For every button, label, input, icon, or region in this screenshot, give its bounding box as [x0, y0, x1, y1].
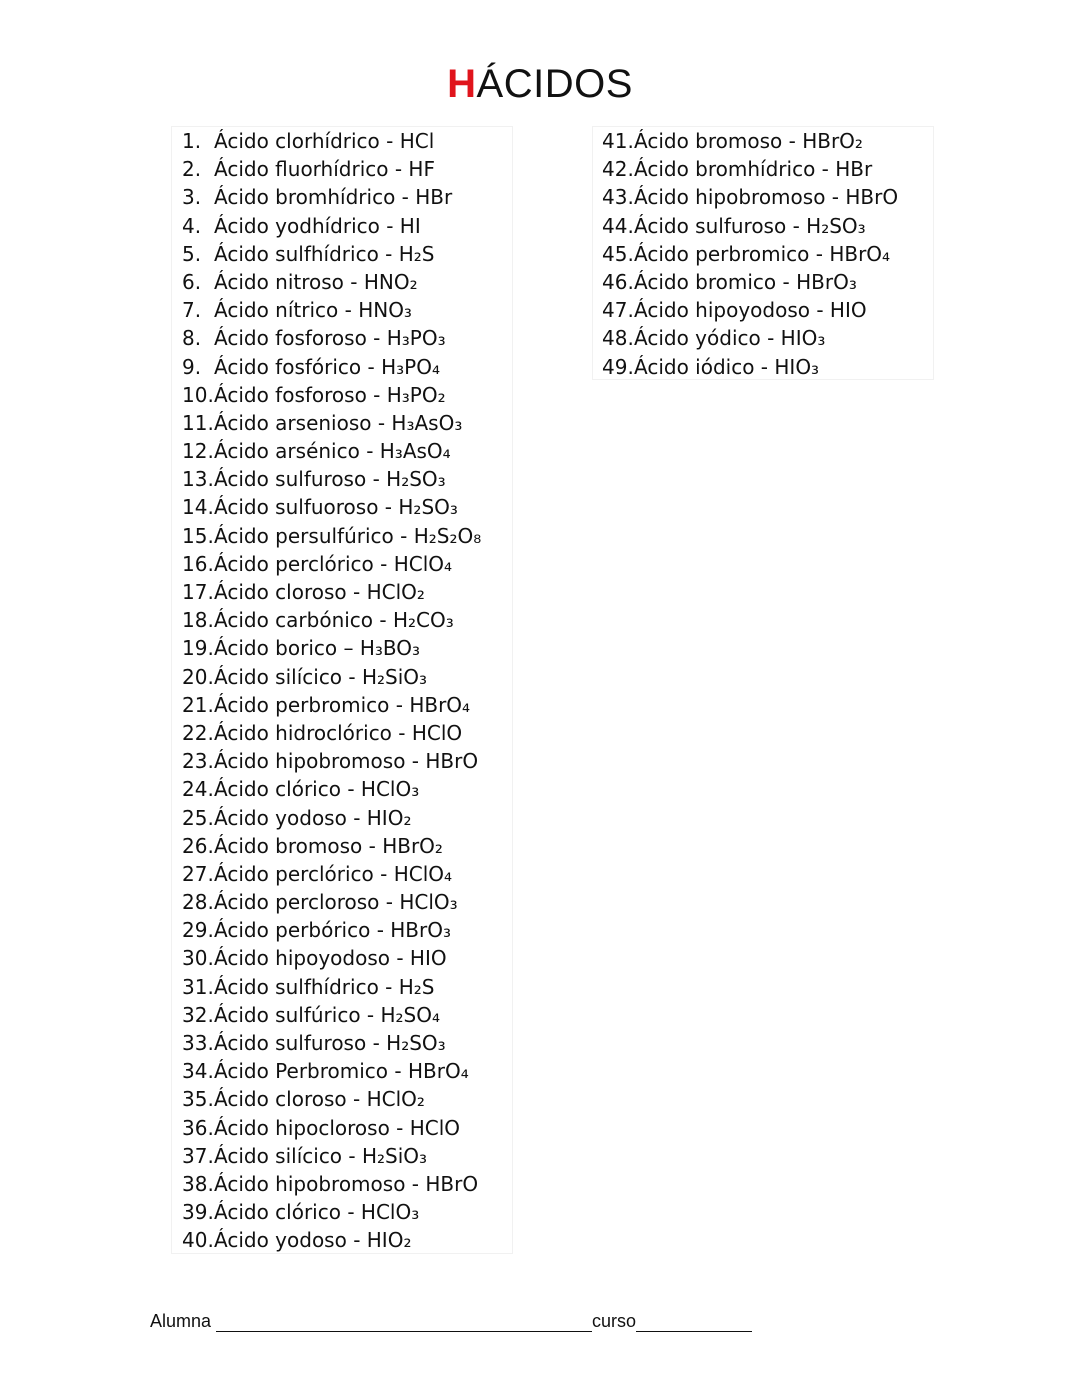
list-item	[593, 324, 933, 352]
list-item	[172, 1114, 512, 1142]
item-number: 34.	[182, 1059, 214, 1084]
list-item	[172, 1198, 512, 1226]
item-text: Ácido hipobromoso - HBrO	[214, 1171, 479, 1196]
list-item	[172, 212, 512, 240]
item-text: Ácido clórico - HClO₃	[214, 777, 420, 802]
item-text: Ácido fosforoso - H₃PO₂	[214, 382, 446, 407]
list-item	[172, 493, 512, 521]
item-text: Ácido iódico - HIO₃	[634, 354, 820, 379]
list-item	[172, 973, 512, 1001]
acid-list-left-column	[171, 126, 513, 1254]
item-text: Ácido cloroso - HClO₂	[214, 580, 425, 604]
title-rest: ÁCIDOS	[476, 62, 633, 106]
item-text: Ácido silícico - H₂SiO₃	[214, 664, 428, 689]
item-text: Ácido perclórico - HClO₄	[214, 861, 453, 886]
acid-list-left	[172, 127, 512, 1255]
list-item	[172, 381, 512, 409]
item-number: 25.	[182, 805, 214, 830]
list-item	[172, 634, 512, 662]
acid-list-right	[593, 127, 933, 381]
item-text: Ácido sulfuoroso - H₂SO₃	[214, 495, 458, 520]
item-text: Ácido hipobromoso - HBrO	[634, 185, 899, 210]
item-text: Ácido sulfuroso - H₂SO₃	[214, 1031, 446, 1055]
item-text: Ácido nítrico - HNO₃	[214, 298, 412, 323]
item-number: 46.	[602, 269, 634, 294]
acid-list-right-column	[592, 126, 934, 380]
item-number: 42.	[602, 157, 634, 182]
list-item	[172, 155, 512, 183]
list-item	[172, 888, 512, 916]
list-item	[172, 296, 512, 324]
item-number: 14.	[182, 495, 214, 520]
list-item	[172, 1142, 512, 1170]
list-item	[172, 916, 512, 944]
item-text: Ácido hipoyodoso - HIO	[214, 946, 447, 971]
student-name-label: Alumna	[150, 1311, 212, 1331]
list-item	[172, 183, 512, 211]
list-item	[172, 1057, 512, 1085]
item-number: 36.	[182, 1115, 214, 1140]
list-item	[593, 268, 933, 296]
item-number: 13.	[182, 467, 214, 492]
list-item	[172, 465, 512, 493]
list-item	[172, 409, 512, 437]
item-text: Ácido fosfórico - H₃PO₄	[214, 354, 440, 379]
list-item	[172, 663, 512, 691]
item-number: 29.	[182, 918, 214, 943]
item-text: Ácido cloroso - HClO₂	[214, 1087, 425, 1112]
list-item	[172, 775, 512, 803]
item-number: 45.	[602, 241, 634, 266]
item-number: 28.	[182, 890, 214, 915]
list-item	[172, 578, 512, 606]
item-number: 18.	[182, 608, 214, 633]
item-text: Ácido hipoyodoso - HIO	[634, 298, 867, 323]
list-item	[172, 240, 512, 268]
item-text: Ácido perbromico - HBrO₄	[214, 692, 471, 717]
item-text: Ácido arsénico - H₃AsO₄	[214, 439, 451, 464]
list-item	[593, 296, 933, 324]
list-item	[172, 804, 512, 832]
item-text: Ácido fluorhídrico - HF	[214, 157, 435, 182]
item-text: Ácido Perbromico - HBrO₄	[214, 1059, 469, 1084]
item-number: 11.	[182, 410, 214, 435]
item-text: Ácido arsenioso - H₃AsO₃	[214, 410, 463, 435]
item-number: 10.	[182, 382, 214, 407]
item-text: Ácido bromoso - HBrO₂	[214, 833, 443, 858]
list-item	[172, 1085, 512, 1113]
list-item	[593, 155, 933, 183]
item-text: Ácido yodhídrico - HI	[214, 213, 421, 238]
item-text: Ácido persulfúrico - H₂S₂O₈	[214, 523, 482, 548]
item-number: 41.	[602, 129, 634, 153]
list-item	[172, 522, 512, 550]
item-text: Ácido hidroclórico - HClO	[214, 720, 463, 745]
item-number: 40.	[182, 1228, 214, 1253]
list-item	[172, 437, 512, 465]
item-text: Ácido perbórico - HBrO₃	[214, 918, 452, 943]
item-number: 22.	[182, 720, 214, 745]
item-text: Ácido perbromico - HBrO₄	[634, 241, 891, 266]
item-number: 44.	[602, 213, 634, 238]
item-number: 15.	[182, 523, 214, 548]
item-number: 2.	[182, 157, 202, 182]
item-text: Ácido sulfúrico - H₂SO₄	[214, 1002, 440, 1027]
item-number: 27.	[182, 861, 214, 886]
course-label: curso	[592, 1311, 637, 1331]
item-text: Ácido silícico - H₂SiO₃	[214, 1143, 428, 1168]
item-number: 17.	[182, 580, 214, 604]
item-text: Ácido yódico - HIO₃	[634, 326, 826, 351]
item-number: 26.	[182, 833, 214, 858]
item-number: 38.	[182, 1171, 214, 1196]
item-text: Ácido sulfhídrico - H₂S	[214, 241, 435, 266]
item-number: 21.	[182, 692, 214, 717]
item-text: Ácido sulfhídrico - H₂S	[214, 974, 435, 999]
item-number: 16.	[182, 551, 214, 576]
item-text: Ácido clorhídrico - HCl	[214, 129, 435, 153]
page-title	[0, 62, 1080, 107]
item-number: 31.	[182, 974, 214, 999]
item-number: 48.	[602, 326, 634, 351]
item-number: 39.	[182, 1200, 214, 1225]
item-number: 19.	[182, 636, 214, 661]
list-item	[172, 719, 512, 747]
list-item	[172, 550, 512, 578]
item-text: Ácido yodoso - HIO₂	[214, 805, 412, 830]
item-text: Ácido yodoso - HIO₂	[214, 1228, 412, 1253]
item-text: Ácido nitroso - HNO₂	[214, 269, 418, 294]
title-accent-letter: H	[447, 62, 477, 106]
student-name-line[interactable]	[216, 1313, 592, 1332]
list-item	[172, 353, 512, 381]
list-item	[593, 240, 933, 268]
list-item	[172, 1170, 512, 1198]
item-number: 33.	[182, 1031, 214, 1055]
list-item	[172, 832, 512, 860]
item-number: 5.	[182, 241, 202, 266]
item-text: Ácido fosforoso - H₃PO₃	[214, 326, 446, 351]
item-number: 4.	[182, 213, 202, 238]
list-item	[593, 127, 933, 155]
course-line[interactable]	[636, 1313, 752, 1332]
item-text: Ácido percloroso - HClO₃	[214, 890, 458, 915]
item-text: Ácido carbónico - H₂CO₃	[214, 608, 454, 633]
item-text: Ácido perclórico - HClO₄	[214, 551, 453, 576]
item-number: 8.	[182, 326, 202, 351]
item-number: 3.	[182, 185, 202, 210]
list-item	[172, 606, 512, 634]
item-text: Ácido hipocloroso - HClO	[214, 1115, 461, 1140]
list-item	[172, 268, 512, 296]
list-item	[172, 1029, 512, 1057]
item-text: Ácido bromhídrico - HBr	[214, 185, 453, 210]
item-number: 35.	[182, 1087, 214, 1112]
item-number: 7.	[182, 298, 202, 323]
item-text: Ácido bromhídrico - HBr	[634, 157, 873, 182]
student-footer	[150, 1311, 752, 1332]
list-item	[593, 183, 933, 211]
item-number: 20.	[182, 664, 214, 689]
item-number: 47.	[602, 298, 634, 323]
item-text: Ácido bromico - HBrO₃	[634, 269, 857, 294]
list-item	[593, 212, 933, 240]
item-number: 23.	[182, 749, 214, 774]
item-text: Ácido sulfuroso - H₂SO₃	[214, 467, 446, 492]
item-number: 12.	[182, 439, 214, 464]
item-number: 49.	[602, 354, 634, 379]
list-item	[593, 353, 933, 381]
list-item	[172, 127, 512, 155]
list-item	[172, 1001, 512, 1029]
item-number: 6.	[182, 269, 202, 294]
item-text: Ácido sulfuroso - H₂SO₃	[634, 213, 866, 238]
list-item	[172, 324, 512, 352]
item-number: 32.	[182, 1002, 214, 1027]
list-item	[172, 747, 512, 775]
item-number: 1.	[182, 129, 202, 153]
item-text: Ácido clórico - HClO₃	[214, 1200, 420, 1225]
list-item	[172, 944, 512, 972]
list-item	[172, 1226, 512, 1254]
list-item	[172, 860, 512, 888]
item-number: 9.	[182, 354, 202, 379]
item-text: Ácido borico – H₃BO₃	[214, 636, 421, 661]
item-text: Ácido bromoso - HBrO₂	[634, 129, 863, 153]
item-number: 37.	[182, 1143, 214, 1168]
list-item	[172, 691, 512, 719]
item-number: 43.	[602, 185, 634, 210]
item-number: 24.	[182, 777, 214, 802]
item-text: Ácido hipobromoso - HBrO	[214, 749, 479, 774]
item-number: 30.	[182, 946, 214, 971]
